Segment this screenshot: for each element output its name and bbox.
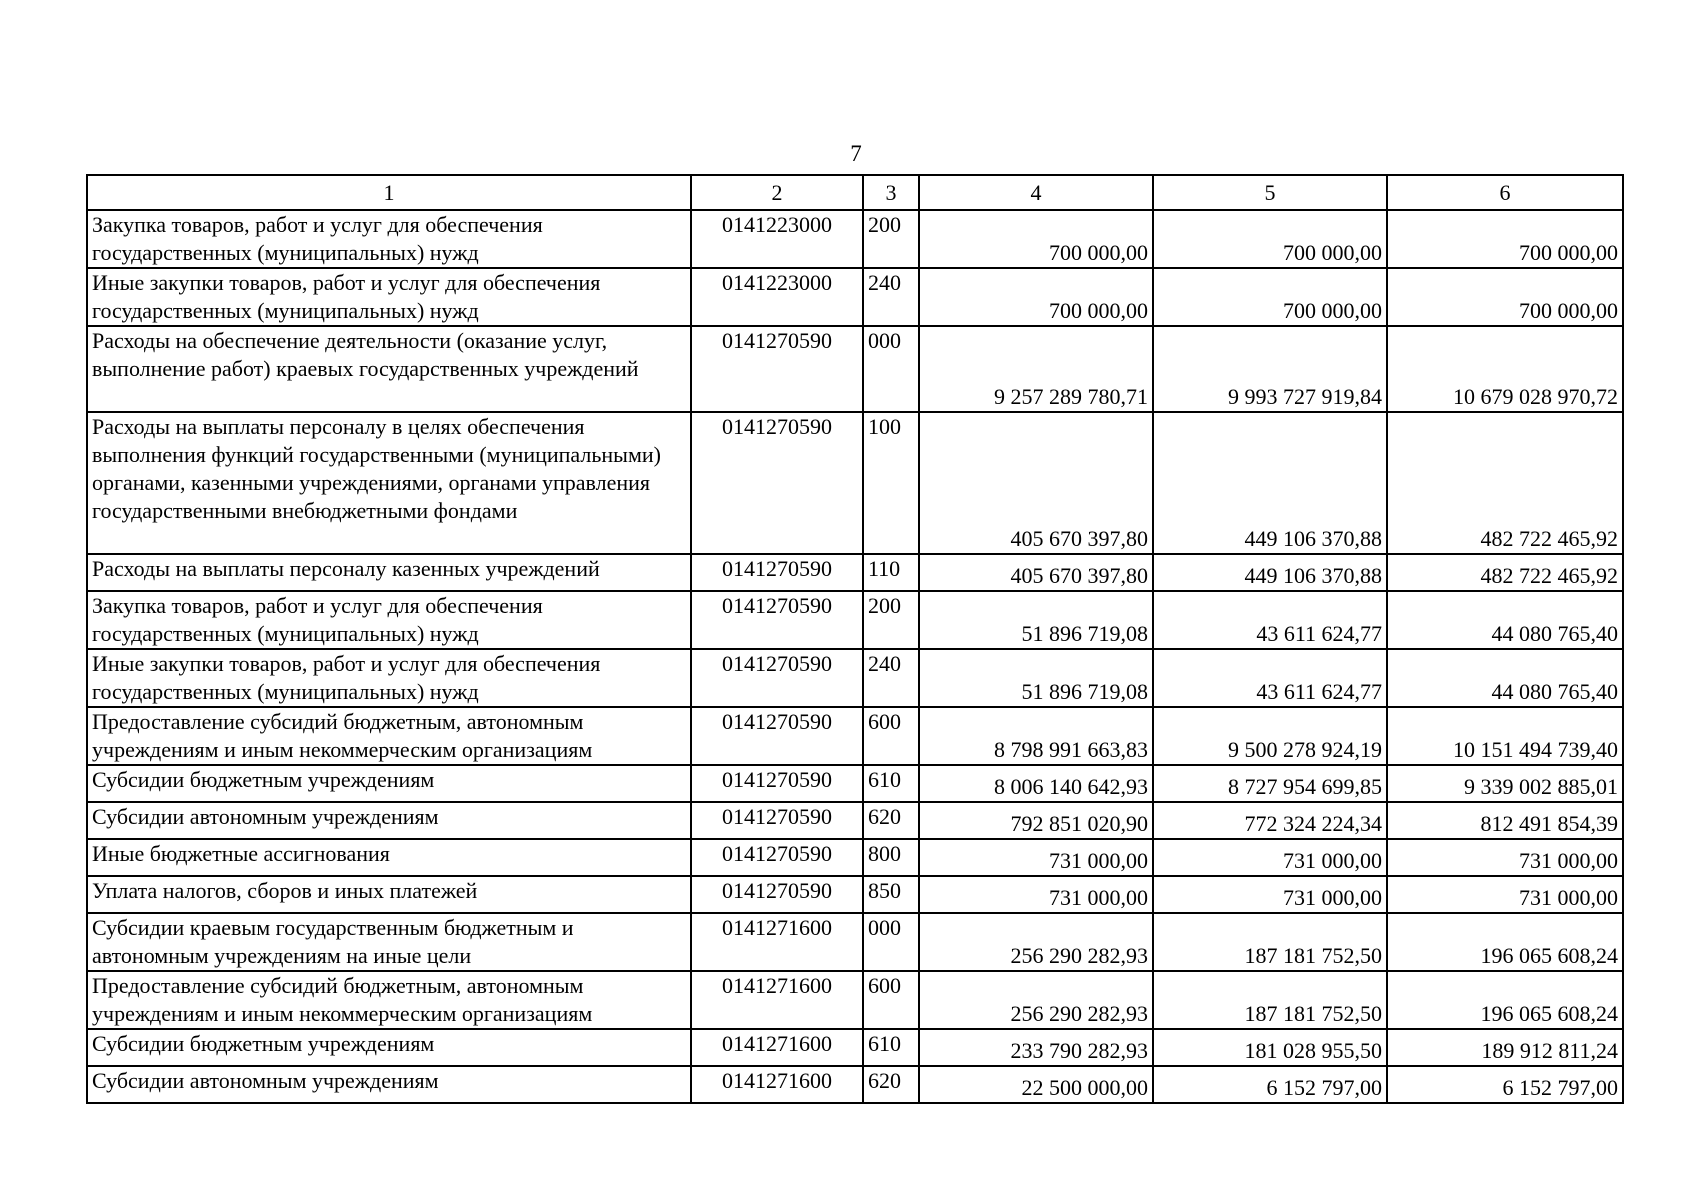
row-amount-6: 44 080 765,40 <box>1387 649 1623 707</box>
row-amount-5: 449 106 370,88 <box>1153 412 1387 554</box>
row-amount-5: 8 727 954 699,85 <box>1153 765 1387 802</box>
row-expense-type: 200 <box>863 591 919 649</box>
column-header-3: 3 <box>863 175 919 210</box>
row-code: 0141270590 <box>691 802 863 839</box>
row-amount-6: 44 080 765,40 <box>1387 591 1623 649</box>
row-amount-6: 189 912 811,24 <box>1387 1029 1623 1066</box>
table-row <box>87 591 1623 649</box>
table-row <box>87 765 1623 802</box>
row-amount-6: 812 491 854,39 <box>1387 802 1623 839</box>
row-amount-5: 731 000,00 <box>1153 876 1387 913</box>
row-name: Субсидии автономным учреждениям <box>87 802 691 839</box>
row-amount-6: 196 065 608,24 <box>1387 971 1623 1029</box>
row-amount-6: 10 679 028 970,72 <box>1387 326 1623 412</box>
row-expense-type: 240 <box>863 268 919 326</box>
row-expense-type: 240 <box>863 649 919 707</box>
table-header-row <box>87 175 1623 210</box>
row-expense-type: 110 <box>863 554 919 591</box>
row-name: Закупка товаров, работ и услуг для обеспечения государственных (муниципальных) нужд <box>87 591 691 649</box>
row-code: 0141270590 <box>691 412 863 554</box>
row-amount-6: 10 151 494 739,40 <box>1387 707 1623 765</box>
row-name: Иные закупки товаров, работ и услуг для обеспечения государственных (муниципальных) нужд <box>87 649 691 707</box>
row-name: Расходы на выплаты персоналу казенных учреждений <box>87 554 691 591</box>
row-name: Субсидии бюджетным учреждениям <box>87 1029 691 1066</box>
row-amount-4: 700 000,00 <box>919 210 1153 268</box>
row-expense-type: 200 <box>863 210 919 268</box>
table-row <box>87 1066 1623 1103</box>
row-amount-6: 700 000,00 <box>1387 268 1623 326</box>
row-code: 0141271600 <box>691 971 863 1029</box>
row-amount-6: 731 000,00 <box>1387 839 1623 876</box>
row-amount-6: 6 152 797,00 <box>1387 1066 1623 1103</box>
table-row <box>87 839 1623 876</box>
row-code: 0141223000 <box>691 268 863 326</box>
table-row <box>87 913 1623 971</box>
row-code: 0141270590 <box>691 649 863 707</box>
row-amount-6: 482 722 465,92 <box>1387 412 1623 554</box>
row-amount-6: 482 722 465,92 <box>1387 554 1623 591</box>
row-expense-type: 610 <box>863 1029 919 1066</box>
budget-table <box>86 174 1624 1104</box>
row-amount-4: 51 896 719,08 <box>919 591 1153 649</box>
table-row <box>87 876 1623 913</box>
row-name: Субсидии бюджетным учреждениям <box>87 765 691 802</box>
row-amount-6: 731 000,00 <box>1387 876 1623 913</box>
row-name: Уплата налогов, сборов и иных платежей <box>87 876 691 913</box>
row-expense-type: 620 <box>863 1066 919 1103</box>
row-amount-5: 9 993 727 919,84 <box>1153 326 1387 412</box>
row-amount-6: 9 339 002 885,01 <box>1387 765 1623 802</box>
table-row <box>87 412 1623 554</box>
row-amount-5: 187 181 752,50 <box>1153 971 1387 1029</box>
row-amount-4: 731 000,00 <box>919 876 1153 913</box>
row-expense-type: 100 <box>863 412 919 554</box>
row-amount-5: 187 181 752,50 <box>1153 913 1387 971</box>
row-code: 0141270590 <box>691 326 863 412</box>
row-code: 0141270590 <box>691 591 863 649</box>
row-name: Расходы на обеспечение деятельности (оказание услуг, выполнение работ) краевых государственных учреждений <box>87 326 691 412</box>
row-name: Иные закупки товаров, работ и услуг для обеспечения государственных (муниципальных) нужд <box>87 268 691 326</box>
row-amount-4: 8 006 140 642,93 <box>919 765 1153 802</box>
row-code: 0141270590 <box>691 839 863 876</box>
table-row <box>87 802 1623 839</box>
row-amount-4: 256 290 282,93 <box>919 913 1153 971</box>
table-row <box>87 707 1623 765</box>
table-row <box>87 268 1623 326</box>
row-name: Субсидии автономным учреждениям <box>87 1066 691 1103</box>
row-amount-4: 233 790 282,93 <box>919 1029 1153 1066</box>
column-header-5: 5 <box>1153 175 1387 210</box>
row-amount-4: 405 670 397,80 <box>919 412 1153 554</box>
row-expense-type: 000 <box>863 326 919 412</box>
row-amount-4: 22 500 000,00 <box>919 1066 1153 1103</box>
row-name: Предоставление субсидий бюджетным, автономным учреждениям и иным некоммерческим организациям <box>87 971 691 1029</box>
row-amount-4: 51 896 719,08 <box>919 649 1153 707</box>
row-amount-5: 6 152 797,00 <box>1153 1066 1387 1103</box>
row-expense-type: 620 <box>863 802 919 839</box>
row-expense-type: 600 <box>863 971 919 1029</box>
row-code: 0141270590 <box>691 707 863 765</box>
table-row <box>87 326 1623 412</box>
row-amount-5: 43 611 624,77 <box>1153 649 1387 707</box>
row-amount-6: 700 000,00 <box>1387 210 1623 268</box>
row-expense-type: 800 <box>863 839 919 876</box>
row-amount-5: 700 000,00 <box>1153 268 1387 326</box>
row-amount-5: 700 000,00 <box>1153 210 1387 268</box>
row-expense-type: 000 <box>863 913 919 971</box>
row-code: 0141270590 <box>691 876 863 913</box>
row-code: 0141271600 <box>691 1029 863 1066</box>
table-row <box>87 971 1623 1029</box>
row-amount-5: 772 324 224,34 <box>1153 802 1387 839</box>
row-amount-4: 731 000,00 <box>919 839 1153 876</box>
row-amount-4: 700 000,00 <box>919 268 1153 326</box>
page-number: 7 <box>850 141 862 166</box>
row-amount-4: 9 257 289 780,71 <box>919 326 1153 412</box>
row-expense-type: 850 <box>863 876 919 913</box>
row-code: 0141271600 <box>691 913 863 971</box>
row-code: 0141270590 <box>691 554 863 591</box>
row-amount-5: 449 106 370,88 <box>1153 554 1387 591</box>
row-amount-6: 196 065 608,24 <box>1387 913 1623 971</box>
column-header-6: 6 <box>1387 175 1623 210</box>
table-row <box>87 554 1623 591</box>
row-code: 0141270590 <box>691 765 863 802</box>
row-amount-4: 792 851 020,90 <box>919 802 1153 839</box>
table-row <box>87 649 1623 707</box>
row-name: Предоставление субсидий бюджетным, автономным учреждениям и иным некоммерческим организациям <box>87 707 691 765</box>
row-amount-5: 9 500 278 924,19 <box>1153 707 1387 765</box>
row-amount-4: 8 798 991 663,83 <box>919 707 1153 765</box>
table-row <box>87 1029 1623 1066</box>
row-amount-5: 181 028 955,50 <box>1153 1029 1387 1066</box>
column-header-4: 4 <box>919 175 1153 210</box>
row-amount-4: 405 670 397,80 <box>919 554 1153 591</box>
column-header-1: 1 <box>87 175 691 210</box>
row-name: Закупка товаров, работ и услуг для обеспечения государственных (муниципальных) нужд <box>87 210 691 268</box>
row-name: Иные бюджетные ассигнования <box>87 839 691 876</box>
row-code: 0141223000 <box>691 210 863 268</box>
row-amount-5: 731 000,00 <box>1153 839 1387 876</box>
column-header-2: 2 <box>691 175 863 210</box>
row-code: 0141271600 <box>691 1066 863 1103</box>
row-name: Субсидии краевым государственным бюджетным и автономным учреждениям на иные цели <box>87 913 691 971</box>
row-amount-5: 43 611 624,77 <box>1153 591 1387 649</box>
row-expense-type: 600 <box>863 707 919 765</box>
table-row <box>87 210 1623 268</box>
row-amount-4: 256 290 282,93 <box>919 971 1153 1029</box>
row-expense-type: 610 <box>863 765 919 802</box>
row-name: Расходы на выплаты персоналу в целях обеспечения выполнения функций государственными (муниципальными) органами, казенными учреждениями, органами управления государственными внебюджетными фондами <box>87 412 691 554</box>
